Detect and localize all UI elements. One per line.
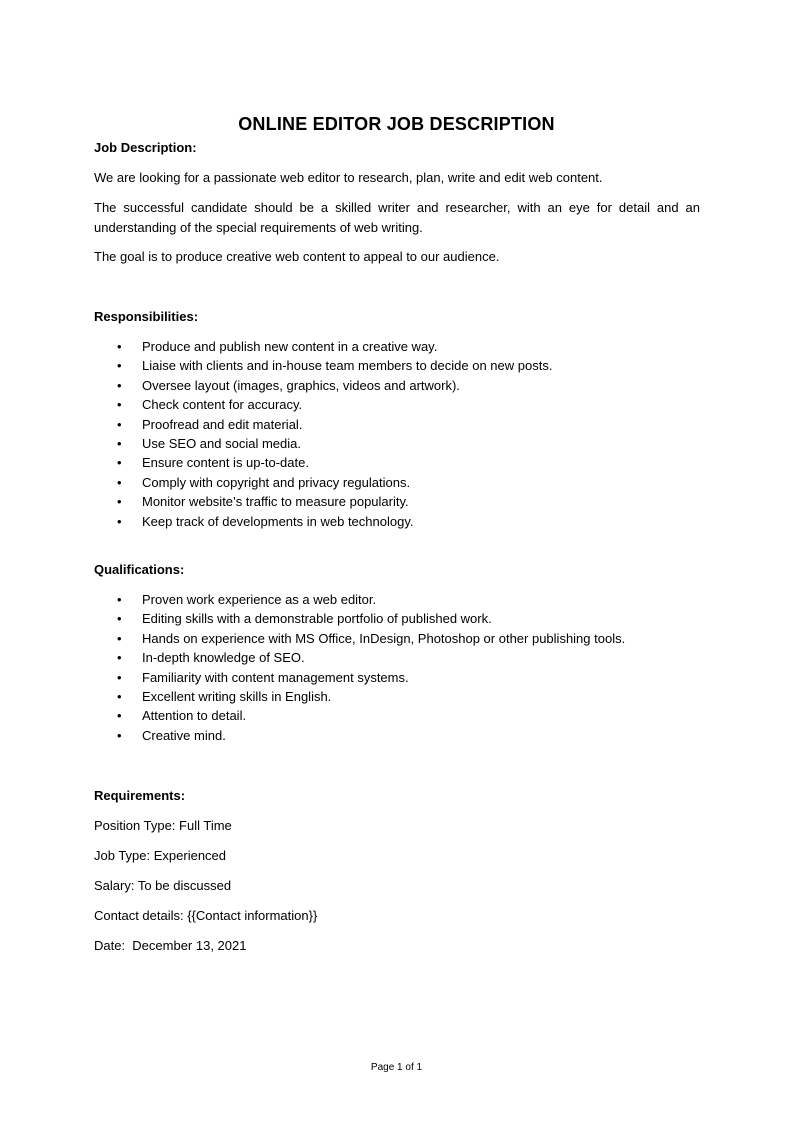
page-number-footer: Page 1 of 1 xyxy=(370,1062,423,1073)
list-item-text: Produce and publish new content in a creative way. xyxy=(142,339,438,354)
bullet-icon: • xyxy=(117,474,122,490)
list-item-text: Creative mind. xyxy=(142,727,226,743)
job-type-line: Job Type: Experienced xyxy=(94,848,227,863)
list-item-text: Ensure content is up-to-date. xyxy=(142,455,309,471)
list-item-text: Excellent writing skills in English. xyxy=(142,688,332,704)
bullet-icon: • xyxy=(117,630,122,646)
list-item-text: Proven work experience as a web editor. xyxy=(142,592,377,607)
job-description-paragraph-1: We are looking for a passionate web editor to research, plan, write and edit web content. xyxy=(94,170,603,185)
bullet-icon: • xyxy=(117,494,122,510)
list-item-text: Attention to detail. xyxy=(142,708,247,724)
contact-details-line: Contact details: {{Contact information}} xyxy=(94,908,318,923)
list-item-text: Oversee layout (images, graphics, videos and artwork). xyxy=(142,377,460,393)
bullet-icon: • xyxy=(117,688,122,704)
list-item-text: Check content for accuracy. xyxy=(142,397,303,413)
bullet-icon: • xyxy=(117,513,122,529)
bullet-icon: • xyxy=(117,727,122,743)
list-item-text: Proofread and edit material. xyxy=(142,416,303,432)
bullet-icon: • xyxy=(117,435,122,451)
bullet-icon: • xyxy=(117,397,122,413)
position-type-line: Position Type: Full Time xyxy=(94,818,232,833)
bullet-icon: • xyxy=(117,708,122,724)
list-item-text: In-depth knowledge of SEO. xyxy=(142,650,305,666)
bullet-icon: • xyxy=(117,650,122,666)
bullet-icon: • xyxy=(117,611,122,627)
list-item-text: Editing skills with a demonstrable portfolio of published work. xyxy=(142,611,492,627)
qualifications-heading: Qualifications: xyxy=(94,562,185,577)
bullet-icon: • xyxy=(117,669,122,685)
bullet-icon: • xyxy=(117,377,122,393)
bullet-icon: • xyxy=(117,455,122,471)
document-title: ONLINE EDITOR JOB DESCRIPTION xyxy=(238,114,555,134)
date-line: Date: December 13, 2021 xyxy=(94,938,247,953)
list-item-text: Familiarity with content management systems. xyxy=(142,669,409,685)
job-description-paragraph-2: The successful candidate should be a skilled writer and researcher, with an eye for detail and an understanding of the special requirements of web writing. xyxy=(94,200,700,235)
job-description-paragraph-3: The goal is to produce creative web content to appeal to our audience. xyxy=(94,249,500,264)
requirements-heading: Requirements: xyxy=(94,788,186,803)
list-item-text: Monitor website’s traffic to measure popularity. xyxy=(142,494,409,510)
list-item-text: Comply with copyright and privacy regulations. xyxy=(142,474,411,490)
list-item-text: Liaise with clients and in-house team members to decide on new posts. xyxy=(142,358,553,374)
job-description-heading: Job Description: xyxy=(94,140,197,155)
list-item-text: Use SEO and social media. xyxy=(142,435,301,451)
bullet-icon: • xyxy=(117,358,122,374)
bullet-icon: • xyxy=(117,416,122,432)
bullet-icon: • xyxy=(117,592,122,607)
bullet-icon: • xyxy=(117,339,122,354)
list-item-text: Hands on experience with MS Office, InDesign, Photoshop or other publishing tools. xyxy=(142,630,626,646)
responsibilities-heading: Responsibilities: xyxy=(94,309,199,324)
list-item-text: Keep track of developments in web technology. xyxy=(142,513,414,529)
salary-line: Salary: To be discussed xyxy=(94,878,232,893)
